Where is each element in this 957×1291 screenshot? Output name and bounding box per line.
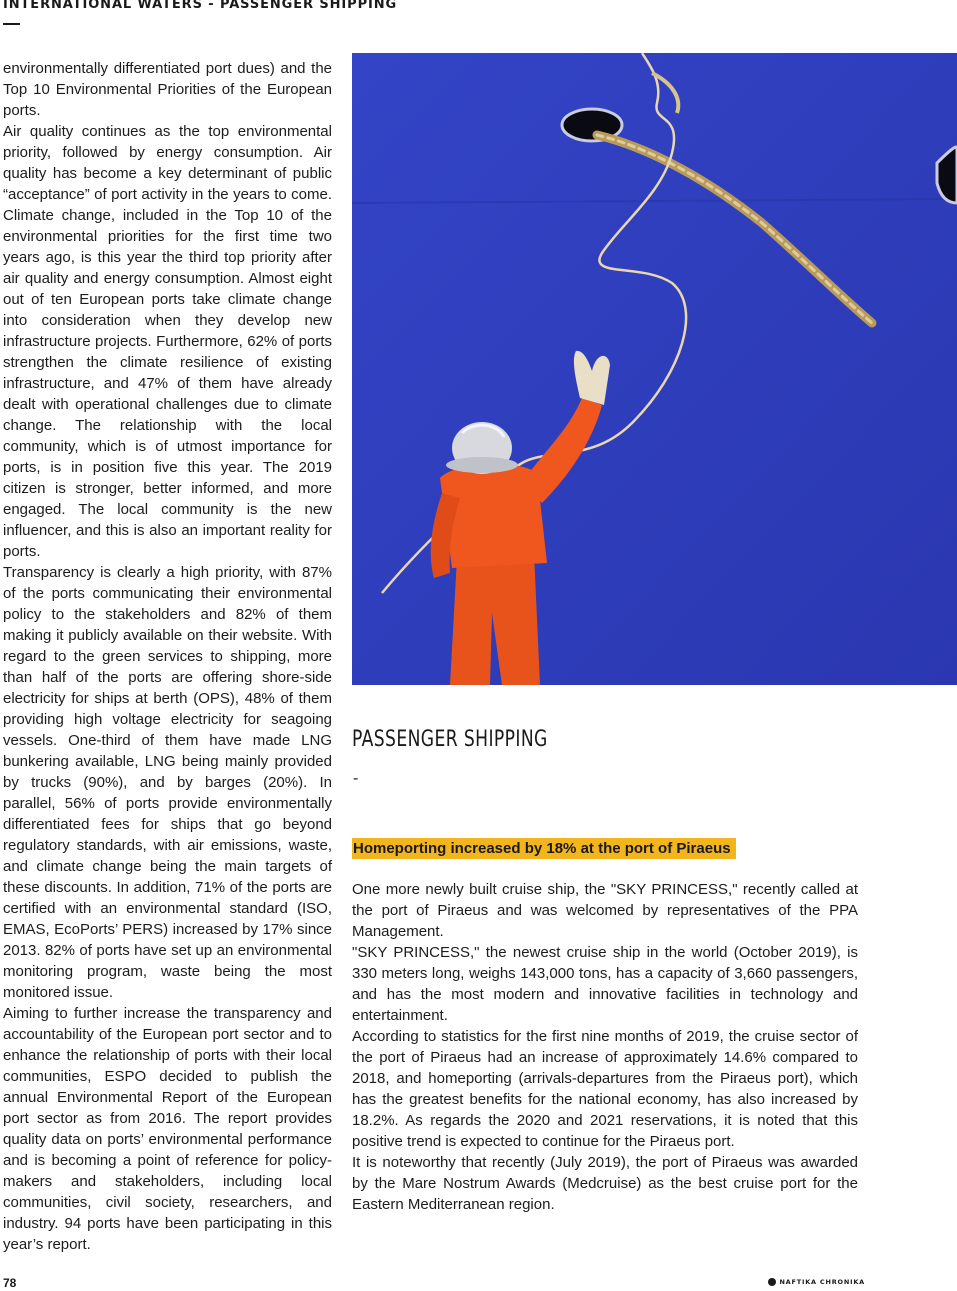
left-paragraph: Aiming to further increase the transparency and accountability of the European port sector and to enhance the relationship of ports with their local communities, ESPO decided to publish the annual Environmental Report of the European port sector as from 2016. The report provides quality data on ports’ environmental performance and is becoming a point of reference for policy-makers and stakeholders, including local communities, civil society, researchers, and industry. 94 ports have been participating in this year’s report. xyxy=(3,1005,332,1253)
footer-brand xyxy=(768,1278,865,1286)
section-title: PASSENGER SHIPPING xyxy=(352,727,548,752)
left-paragraph: environmentally differentiated port dues) and the Top 10 Environmental Priorities of the European ports. xyxy=(3,60,332,119)
section-dash: - xyxy=(353,770,359,787)
left-column xyxy=(3,58,332,1255)
left-paragraph: Air quality continues as the top environmental priority, followed by energy consumption. Air quality has become a key determinant of public “acceptance” of port activity in the years to come. Climate change, included in the Top 10 of the environmental priorities for the first time two years ago, is this year the third top priority after air quality and energy consumption. Almost eight out of ten European ports take climate change into consideration when they develop new infrastructure projects. Furthermore, 62% of ports strengthen the climate resilience of existing infrastructure, and 47% of them have already dealt with operational challenges due to climate change. The relationship with the local community, which is of utmost importance for ports, is in position five this year. The 2019 citizen is stronger, better informed, and more engaged. The local community is the new influencer, and this is also an important reality for ports. xyxy=(3,123,332,560)
running-header: INTERNATIONAL WATERS - PASSENGER SHIPPING xyxy=(3,0,398,12)
highlight-subheading: Homeporting increased by 18% at the port of Piraeus xyxy=(352,838,736,859)
brand-name: NAFTIKA CHRONIKA xyxy=(779,1278,865,1286)
brand-logo-icon xyxy=(768,1278,776,1286)
right-column xyxy=(352,879,858,1215)
right-paragraph: It is noteworthy that recently (July 2019), the port of Piraeus was awarded by the Mare Nostrum Awards (Medcruise) as the best cruise port for the Eastern Mediterranean region. xyxy=(352,1154,858,1213)
right-paragraph: "SKY PRINCESS," the newest cruise ship in the world (October 2019), is 330 meters long, weighs 143,000 tons, has a capacity of 3,660 passengers, and has the most modern and innovative facilities in technology and entertainment. xyxy=(352,944,858,1024)
page-number: 78 xyxy=(3,1276,17,1290)
right-paragraph: According to statistics for the first nine months of 2019, the cruise sector of the port of Piraeus had an increase of approximately 14.6% compared to 2018, and homeporting (arrivals-departures from the Piraeus port), which has the greatest benefits for the national economy, has also increased by 18.2%. As regards the 2020 and 2021 reservations, it is noted that this positive trend is expected to continue for the Piraeus port. xyxy=(352,1028,858,1150)
header-rule xyxy=(3,23,20,25)
ship-worker-photo xyxy=(352,53,957,685)
ship-hull xyxy=(352,53,957,685)
photo-illustration xyxy=(352,53,957,685)
right-paragraph: One more newly built cruise ship, the "SKY PRINCESS," recently called at the port of Piraeus and was welcomed by representatives of the PPA Management. xyxy=(352,881,858,940)
left-paragraph: Transparency is clearly a high priority, with 87% of the ports communicating their environmental policy to the stakeholders and 82% of them making it publicly available on their website. With regard to the green services to shipping, more than half of the ports are offering shore-side electricity for ships at berth (OPS), 48% of them providing high voltage electricity for seagoing vessels. One-third of them have made LNG bunkering available, LNG being mainly provided by trucks (90%), and by barges (20%). In parallel, 56% of ports provide environmentally differentiated fees for ships that go beyond regulatory standards, with air emissions, waste, and climate change being the main targets of these discounts. In addition, 71% of the ports are certified with an environmental standard (ISO, EMAS, EcoPorts’ PERS) increased by 17% since 2013. 82% of ports have set up an environmental monitoring program, waste being the most monitored issue. xyxy=(3,564,332,1001)
